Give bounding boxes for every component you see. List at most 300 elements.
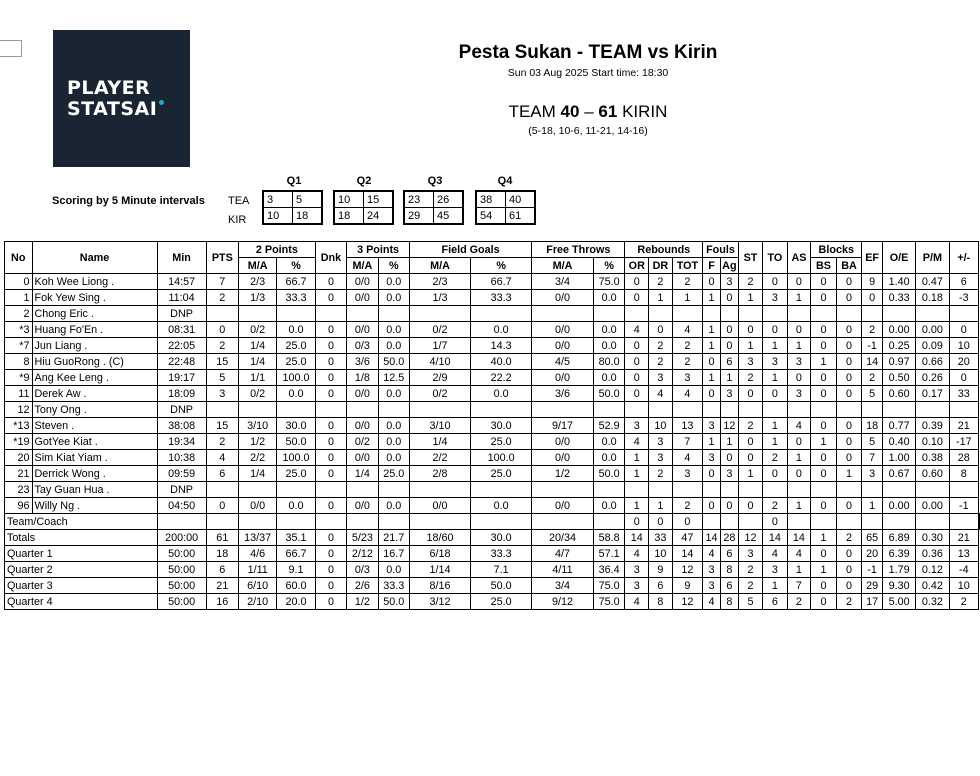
stat-cell: [649, 482, 673, 498]
stat-cell: 21: [5, 466, 33, 482]
stat-cell: 0/0: [347, 274, 378, 290]
player-name-cell: Chong Eric .: [32, 306, 157, 322]
stat-cell: 0/2: [239, 386, 277, 402]
stat-cell: 0.97: [882, 354, 915, 370]
interval-cell: 3: [264, 192, 293, 208]
stat-cell: 1: [763, 370, 787, 386]
stat-cell: [979, 514, 980, 530]
subheader-cell: %: [277, 258, 315, 274]
player-name-cell: Jun Liang .: [32, 338, 157, 354]
stat-cell: 4: [625, 594, 649, 610]
stat-cell: [862, 482, 883, 498]
stat-cell: 2: [738, 562, 762, 578]
stat-cell: [315, 514, 346, 530]
stat-cell: [811, 514, 837, 530]
stat-cell: 0: [738, 386, 762, 402]
stat-cell: 9: [672, 578, 703, 594]
stat-cell: 25.0: [471, 434, 532, 450]
stat-cell: 0.0: [593, 434, 625, 450]
stat-cell: 2: [672, 338, 703, 354]
col-header-plusminus: +/-: [949, 242, 978, 274]
stat-cell: 200:00: [157, 530, 206, 546]
stat-cell: 0/0: [239, 498, 277, 514]
stat-cell: 1/1: [239, 370, 277, 386]
stat-cell: 4: [649, 386, 673, 402]
stat-cell: 50.0: [378, 354, 409, 370]
stat-cell: 10:38: [157, 450, 206, 466]
stat-cell: *9: [5, 370, 33, 386]
stat-cell: 3: [720, 466, 738, 482]
player-name-cell: Fok Yew Sing .: [32, 290, 157, 306]
stat-cell: 25.0: [277, 466, 315, 482]
stat-cell: 5: [738, 594, 762, 610]
stat-cell: 0: [811, 274, 837, 290]
stat-cell: 0.18: [916, 290, 949, 306]
stat-cell: 0: [625, 274, 649, 290]
stat-cell: 0: [787, 322, 811, 338]
stat-cell: [277, 402, 315, 418]
stat-cell: [593, 514, 625, 530]
stat-cell: [277, 306, 315, 322]
stat-cell: 30.0: [471, 530, 532, 546]
stat-cell: 1: [625, 466, 649, 482]
stat-cell: 0/0: [532, 322, 594, 338]
stat-cell: 60.0: [277, 578, 315, 594]
stat-cell: 1/4: [409, 434, 470, 450]
interval-cell: 61: [506, 208, 535, 224]
stat-cell: 36.4: [593, 562, 625, 578]
player-row: [5, 354, 980, 370]
stat-cell: 75.0: [593, 578, 625, 594]
stat-cell: 21.7: [378, 530, 409, 546]
stat-cell: 3: [720, 274, 738, 290]
logo-line-1: PLAYER: [67, 77, 151, 99]
subheader-cell: M/A: [347, 258, 378, 274]
stat-cell: 12: [720, 418, 738, 434]
stat-cell: 14: [625, 530, 649, 546]
stat-cell: 1: [811, 530, 837, 546]
stat-cell: 0: [836, 418, 862, 434]
subheader-cell: BA: [836, 258, 862, 274]
stat-cell: 0: [315, 594, 346, 610]
stat-cell: 0/3: [347, 562, 378, 578]
stat-cell: 0: [720, 498, 738, 514]
stat-cell: 4: [763, 546, 787, 562]
stat-cell: 0: [862, 290, 883, 306]
stat-cell: 33.3: [277, 290, 315, 306]
stat-cell: 3/4: [532, 274, 594, 290]
stat-cell: 0: [315, 546, 346, 562]
stat-cell: 2/2: [409, 450, 470, 466]
final-score: [388, 102, 788, 122]
interval-cell: 5: [293, 192, 322, 208]
stat-cell: [787, 306, 811, 322]
stat-cell: 0: [763, 274, 787, 290]
subheader-cell: TOT: [672, 258, 703, 274]
quarter-row: [5, 546, 980, 562]
stat-cell: 2: [738, 274, 762, 290]
stat-cell: 13: [672, 418, 703, 434]
stat-cell: [239, 514, 277, 530]
stat-cell: 1: [787, 562, 811, 578]
stat-cell: 0: [649, 514, 673, 530]
stat-cell: 0/0: [347, 498, 378, 514]
stat-cell: 23: [5, 482, 33, 498]
stat-cell: 0/0: [347, 322, 378, 338]
stat-cell: 61: [206, 530, 238, 546]
stat-cell: 0.0: [593, 322, 625, 338]
stat-cell: 0: [625, 338, 649, 354]
stat-cell: 11:04: [157, 290, 206, 306]
stat-cell: 6: [720, 354, 738, 370]
stat-cell: 0/3: [347, 338, 378, 354]
stat-cell: 3: [625, 562, 649, 578]
stat-cell: [409, 514, 470, 530]
player-row: [5, 290, 980, 306]
stat-cell: 52.9: [593, 418, 625, 434]
stat-cell: 3: [763, 354, 787, 370]
stat-cell: 14: [787, 530, 811, 546]
stat-cell: 33.3: [471, 546, 532, 562]
logo-dot-icon: [159, 100, 164, 105]
stat-cell: [720, 306, 738, 322]
stat-cell: 0: [649, 322, 673, 338]
interval-box-q2: [333, 190, 394, 225]
subheader-cell: %: [593, 258, 625, 274]
stat-cell: 0: [315, 434, 346, 450]
stat-cell: 0.50: [882, 370, 915, 386]
stat-cell: 1: [738, 290, 762, 306]
stat-cell: 0: [625, 386, 649, 402]
subheader-cell: OR: [625, 258, 649, 274]
stat-cell: DNP: [157, 306, 206, 322]
stat-cell: 0.36: [916, 546, 949, 562]
stat-cell: 0/2: [409, 322, 470, 338]
stat-cell: 1: [703, 322, 721, 338]
stat-cell: 10: [649, 546, 673, 562]
col-header-ft: Free Throws: [532, 242, 625, 258]
stat-cell: [347, 402, 378, 418]
stat-cell: 1.79: [882, 562, 915, 578]
stat-cell: 1/14: [409, 562, 470, 578]
stat-cell: 1: [787, 338, 811, 354]
stat-cell: 0.0: [378, 434, 409, 450]
stat-cell: 0.0: [378, 418, 409, 434]
stat-cell: 20: [862, 546, 883, 562]
interval-cell: 45: [434, 208, 463, 224]
stat-cell: 0: [315, 450, 346, 466]
stat-cell: 50.0: [593, 386, 625, 402]
stat-cell: 1: [703, 338, 721, 354]
stat-cell: 0: [811, 370, 837, 386]
stat-cell: 0/2: [347, 434, 378, 450]
stat-cell: [625, 402, 649, 418]
stat-cell: [703, 402, 721, 418]
stat-cell: 20: [949, 354, 978, 370]
stat-cell: 0: [625, 290, 649, 306]
stat-cell: 1: [787, 290, 811, 306]
stat-cell: 0: [315, 466, 346, 482]
stat-cell: 0: [672, 514, 703, 530]
stat-cell: 50.0: [378, 594, 409, 610]
stat-cell: 0: [787, 466, 811, 482]
stat-cell: 1: [763, 578, 787, 594]
stat-cell: 0.42: [916, 578, 949, 594]
stat-cell: 47: [672, 530, 703, 546]
quarter-row: [5, 578, 980, 594]
stat-cell: [277, 514, 315, 530]
stat-cell: [916, 306, 949, 322]
stat-cell: 14: [763, 530, 787, 546]
stat-cell: -1: [949, 498, 978, 514]
stat-cell: [277, 482, 315, 498]
stat-cell: 14.3: [471, 338, 532, 354]
stat-cell: 0.0: [277, 322, 315, 338]
stat-cell: 0: [703, 466, 721, 482]
stat-cell: [720, 514, 738, 530]
stat-cell: [882, 482, 915, 498]
stat-cell: [593, 306, 625, 322]
player-row: [5, 306, 980, 322]
stat-cell: [787, 514, 811, 530]
stat-cell: 3: [206, 386, 238, 402]
stat-cell: [593, 402, 625, 418]
stat-cell: 0.09: [916, 338, 949, 354]
stat-cell: 0: [315, 578, 346, 594]
stat-cell: 0: [315, 338, 346, 354]
stat-cell: 0: [703, 354, 721, 370]
stat-cell: [409, 402, 470, 418]
stat-cell: 4: [703, 546, 721, 562]
stat-cell: 50.0: [277, 434, 315, 450]
stat-cell: 16: [206, 594, 238, 610]
stat-cell: [347, 482, 378, 498]
stat-cell: 1: [811, 562, 837, 578]
stat-cell: 1/4: [239, 466, 277, 482]
player-row: [5, 418, 980, 434]
stat-cell: 3: [720, 386, 738, 402]
stat-cell: 0: [315, 322, 346, 338]
interval-cell: 24: [364, 208, 393, 224]
stat-cell: 7: [206, 274, 238, 290]
player-name-cell: Koh Wee Liong .: [32, 274, 157, 290]
stat-cell: 0/0: [532, 450, 594, 466]
stat-cell: 3/4: [532, 578, 594, 594]
stat-cell: 0: [625, 370, 649, 386]
stat-cell: 11: [5, 386, 33, 402]
stat-cell: 8: [649, 594, 673, 610]
stat-cell: 30.0: [471, 418, 532, 434]
stat-cell: 3: [672, 370, 703, 386]
stat-cell: 2/3: [409, 274, 470, 290]
stat-cell: 0: [836, 450, 862, 466]
stat-cell: 8: [5, 354, 33, 370]
stat-cell: 22.2: [471, 370, 532, 386]
col-header-2pts: 2 Points: [239, 242, 316, 258]
stat-cell: 4: [625, 434, 649, 450]
stat-cell: 12: [672, 562, 703, 578]
stat-cell: 21: [949, 530, 978, 546]
stat-cell: 13: [949, 546, 978, 562]
stat-cell: 0: [811, 386, 837, 402]
stat-cell: 15: [206, 418, 238, 434]
subheader-cell: Ag: [722, 259, 737, 272]
stat-cell: 0: [625, 354, 649, 370]
stat-cell: [315, 482, 346, 498]
stat-cell: 2/10: [239, 594, 277, 610]
stat-cell: 7: [672, 434, 703, 450]
stat-cell: -17: [949, 434, 978, 450]
subheader-cell: %: [471, 258, 532, 274]
stat-cell: 0: [811, 498, 837, 514]
stat-cell: 3/12: [409, 594, 470, 610]
stat-cell: 6: [949, 274, 978, 290]
stat-cell: [703, 306, 721, 322]
stat-cell: 0.0: [593, 450, 625, 466]
stat-cell: 3: [703, 418, 721, 434]
stat-cell: 20: [5, 450, 33, 466]
stat-cell: 6: [720, 578, 738, 594]
stat-cell: 0.0: [471, 386, 532, 402]
stat-cell: [916, 514, 949, 530]
stat-cell: 4/6: [239, 546, 277, 562]
stat-cell: 08:31: [157, 322, 206, 338]
stat-cell: [949, 514, 978, 530]
stat-cell: 100.0: [277, 450, 315, 466]
stat-cell: 0.33: [882, 290, 915, 306]
interval-cell: 26: [434, 192, 463, 208]
stat-cell: 0/0: [532, 338, 594, 354]
stat-cell: 9/12: [532, 594, 594, 610]
stat-cell: 1.00: [882, 450, 915, 466]
stat-cell: 2: [5, 306, 33, 322]
stat-cell: 0: [738, 434, 762, 450]
stat-cell: 14: [862, 354, 883, 370]
stat-cell: 0.17: [916, 386, 949, 402]
stat-cell: [315, 306, 346, 322]
subheader-cell: %: [378, 258, 409, 274]
stat-cell: 2: [763, 498, 787, 514]
stat-cell: 0.0: [593, 290, 625, 306]
stat-cell: 0: [787, 370, 811, 386]
away-team-name: KIRIN: [622, 102, 668, 121]
stat-cell: 9.30: [882, 578, 915, 594]
interval-q4-header: Q4: [497, 175, 513, 187]
col-header-pm: P/M: [916, 242, 949, 274]
stat-cell: 0.0: [378, 322, 409, 338]
stat-cell: [811, 306, 837, 322]
stat-cell: 12.5: [378, 370, 409, 386]
stat-cell: 0.0: [378, 450, 409, 466]
stat-cell: 0: [703, 386, 721, 402]
stat-cell: 0.0: [378, 290, 409, 306]
logo-ai-text: AI: [134, 98, 158, 120]
stat-cell: 1/11: [239, 562, 277, 578]
stat-cell: 0.38: [916, 450, 949, 466]
stat-cell: *13: [5, 418, 33, 434]
subheader-cell: M/A: [409, 258, 470, 274]
stat-cell: DNP: [157, 482, 206, 498]
stat-cell: 0: [315, 562, 346, 578]
stat-cell: [720, 402, 738, 418]
stat-cell: [471, 514, 532, 530]
col-header-min: Min: [157, 242, 206, 274]
stat-cell: 28: [949, 450, 978, 466]
stat-cell: 9.1: [277, 562, 315, 578]
stat-cell: 0.10: [916, 434, 949, 450]
stat-cell: 0.00: [916, 498, 949, 514]
stat-cell: 0.00: [882, 498, 915, 514]
stat-cell: 4: [703, 594, 721, 610]
stat-cell: 25.0: [277, 354, 315, 370]
stat-cell: 0/2: [409, 386, 470, 402]
stat-cell: 0: [811, 322, 837, 338]
stat-cell: 0: [836, 274, 862, 290]
stat-cell: 04:50: [157, 498, 206, 514]
stat-cell: [703, 514, 721, 530]
stat-cell: 1/8: [347, 370, 378, 386]
corner-box: [0, 40, 22, 57]
stat-cell: [532, 482, 594, 498]
stat-cell: 0.0: [378, 562, 409, 578]
stat-cell: [949, 482, 978, 498]
player-name-cell: Ang Kee Leng .: [32, 370, 157, 386]
stat-cell: 5: [862, 386, 883, 402]
col-header-as: AS: [787, 242, 811, 274]
stat-cell: 50:00: [157, 546, 206, 562]
stat-cell: 0: [836, 386, 862, 402]
stat-cell: [378, 402, 409, 418]
col-header-to: TO: [763, 242, 787, 274]
stat-cell: 75.0: [593, 274, 625, 290]
stat-cell: 0: [315, 498, 346, 514]
stat-cell: 2: [787, 594, 811, 610]
stat-cell: 0: [836, 578, 862, 594]
stat-cell: 3: [625, 578, 649, 594]
stat-cell: [471, 306, 532, 322]
stat-cell: 0: [738, 498, 762, 514]
stat-cell: 2: [672, 498, 703, 514]
team-coach-row: [5, 514, 980, 530]
stat-cell: 0/0: [347, 450, 378, 466]
stat-cell: 50.0: [471, 578, 532, 594]
stat-cell: 2: [862, 322, 883, 338]
quarter-scores: (5-18, 10-6, 11-21, 14-16): [528, 125, 648, 137]
stat-cell: 0/0: [347, 290, 378, 306]
stat-cell: 1: [649, 498, 673, 514]
player-name-cell: Huang Fo'En .: [32, 322, 157, 338]
score-dash: –: [584, 102, 594, 121]
stat-cell: 0.0: [593, 498, 625, 514]
stat-cell: 2: [206, 338, 238, 354]
player-row: [5, 274, 980, 290]
stat-cell: 100.0: [471, 450, 532, 466]
subheader-cell: M/A: [532, 258, 594, 274]
stat-cell: 18: [206, 546, 238, 562]
stat-cell: 0: [738, 450, 762, 466]
stat-cell: 2: [672, 354, 703, 370]
player-row: [5, 322, 980, 338]
stat-cell: 12: [5, 402, 33, 418]
stat-cell: 0.60: [916, 466, 949, 482]
stat-cell: 50.0: [593, 466, 625, 482]
stat-cell: 4: [787, 546, 811, 562]
stat-cell: 2/3: [239, 274, 277, 290]
stat-cell: [882, 306, 915, 322]
summary-label: Totals: [5, 530, 158, 546]
stat-cell: 19:17: [157, 370, 206, 386]
col-header-rebounds: Rebounds: [625, 242, 703, 258]
